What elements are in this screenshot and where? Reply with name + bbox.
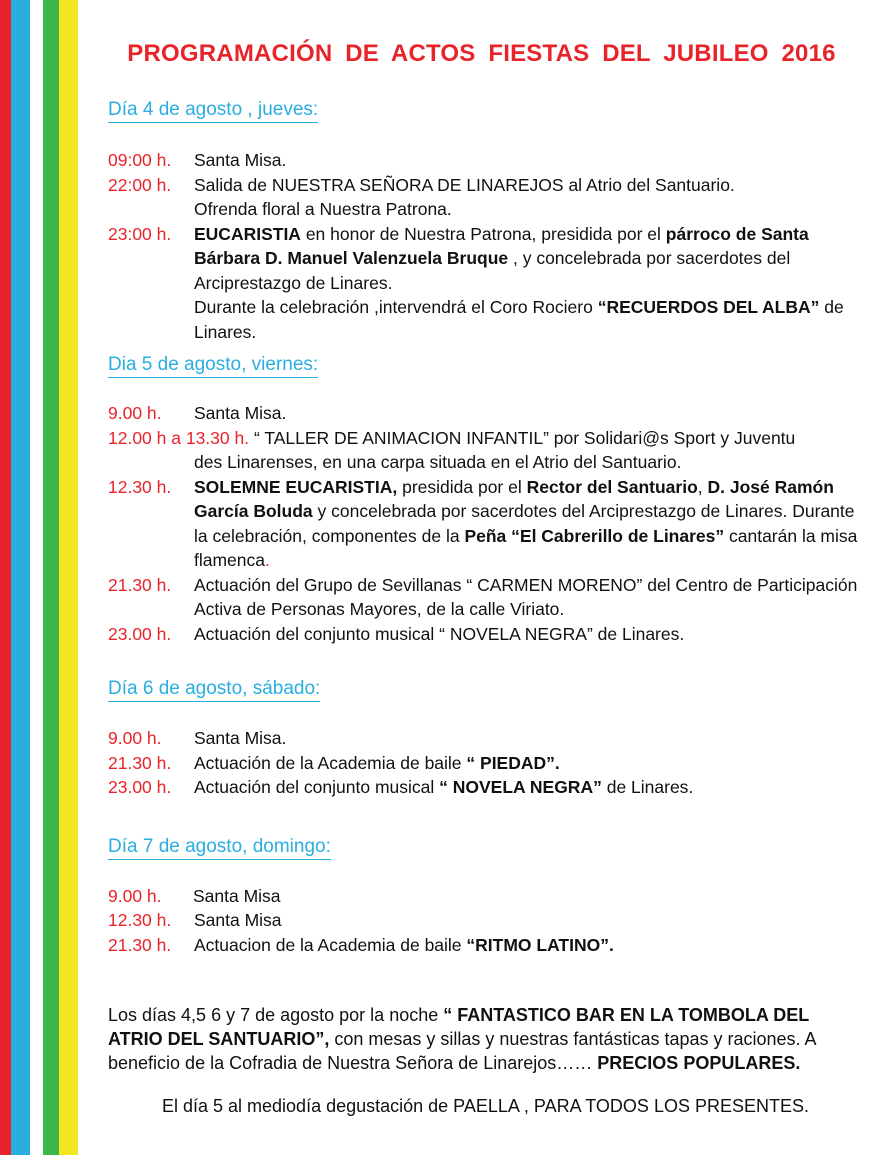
text-span: Actuacion de la Academia de baile bbox=[194, 934, 467, 955]
event-row bbox=[108, 426, 863, 451]
bold-text: “RITMO LATINO”. bbox=[466, 934, 614, 955]
text-span: con mesas y sillas y nuestras fantásticas tapas y raciones. A beneficio de la Cofradia de Nuestra Señora de Linarejos…… bbox=[108, 1029, 816, 1073]
event-continuation: Ofrenda floral a Nuestra Patrona. bbox=[194, 199, 452, 219]
bold-text: SOLEMNE EUCARISTIA, bbox=[194, 476, 398, 497]
event-time: 12.30 h. bbox=[108, 476, 172, 497]
event-row bbox=[108, 173, 863, 198]
day-section bbox=[108, 834, 863, 860]
event-text bbox=[194, 775, 863, 800]
event-text bbox=[194, 475, 863, 573]
bold-text: “RECUERDOS DEL ALBA” bbox=[597, 297, 820, 317]
event-row bbox=[108, 573, 863, 622]
event-time: 21.30 h. bbox=[108, 574, 172, 595]
event-text: Santa Misa. bbox=[194, 150, 287, 170]
text-span: en honor de Nuestra Patrona, presidida por el bbox=[300, 223, 666, 244]
stripe-green bbox=[43, 0, 59, 1155]
event-row bbox=[108, 751, 863, 776]
event-text: Salida de NUESTRA SEÑORA DE LINAREJOS al Atrio del Santuario. bbox=[194, 174, 735, 195]
event-row bbox=[108, 148, 863, 173]
text-span: y concelebrada por sacerdotes del Arciprestazgo de Linares. Durante la celebración, componentes de la bbox=[194, 501, 855, 546]
program-content bbox=[108, 97, 863, 1118]
event-row bbox=[108, 401, 863, 426]
bold-text: párroco de Santa Bárbara D. Manuel Valenzuela Bruque bbox=[194, 223, 809, 268]
text-span: , y concelebrada por sacerdotes del Arciprestazgo de Linares. bbox=[194, 248, 791, 293]
event-time: 9.00 h. bbox=[108, 885, 162, 906]
event-time: 22:00 h. bbox=[108, 174, 172, 195]
text-span: Actuación del conjunto musical bbox=[194, 777, 440, 797]
bold-text: “ PIEDAD”. bbox=[466, 752, 560, 773]
event-continuation: des Linarenses, en una carpa situada en el Atrio del Santuario. bbox=[194, 452, 682, 472]
event-row bbox=[108, 222, 863, 345]
event-time: 21.30 h. bbox=[108, 752, 172, 773]
event-row bbox=[108, 726, 863, 751]
page-title: PROGRAMACIÓN DE ACTOS FIESTAS DEL JUBILEO 2016 bbox=[127, 40, 836, 67]
event-time: 12.30 h. bbox=[108, 910, 172, 930]
event-text: Actuación del conjunto musical “ NOVELA NEGRA” de Linares. bbox=[194, 623, 685, 644]
day-heading: Día 4 de agosto , jueves: bbox=[108, 99, 318, 123]
event-text: Santa Misa. bbox=[194, 403, 287, 423]
event-text: “ TALLER DE ANIMACION INFANTIL” por Solidari@s Sport y Juventu bbox=[249, 427, 796, 448]
bold-text: “ FANTASTICO BAR EN LA TOMBOLA DEL ATRIO DEL SANTUARIO”, bbox=[108, 1005, 809, 1049]
event-time: 9.00 h. bbox=[108, 403, 162, 423]
text-span: Actuación de la Academia de baile bbox=[194, 752, 467, 773]
event-row bbox=[108, 884, 863, 909]
bold-text: “ NOVELA NEGRA” bbox=[439, 777, 602, 797]
day-section bbox=[108, 676, 863, 702]
event-time: 23:00 h. bbox=[108, 223, 172, 244]
rainbow-stripes bbox=[0, 0, 78, 1155]
event-text: Actuación del Grupo de Sevillanas “ CARMEN MORENO” del Centro de Participación Activa de Personas Mayores, de la calle Viriato. bbox=[194, 574, 858, 619]
text-span: Durante la celebración ,intervendrá el Coro Rociero bbox=[194, 297, 598, 317]
event-text: Santa Misa. bbox=[194, 728, 287, 748]
event-text bbox=[194, 751, 863, 776]
bold-text: EUCARISTIA bbox=[194, 223, 301, 244]
text-span: . bbox=[265, 550, 270, 570]
text-span: Los días 4,5 6 y 7 de agosto por la noche bbox=[108, 1005, 444, 1025]
footer-note: El día 5 al mediodía degustación de PAELLA , PARA TODOS LOS PRESENTES. bbox=[161, 1096, 809, 1116]
stripe-white bbox=[30, 0, 43, 1155]
text-span: de Linares. bbox=[194, 297, 844, 342]
bold-text: Peña “El Cabrerillo de Linares” bbox=[464, 525, 725, 546]
bold-text: Rector del Santuario bbox=[526, 476, 698, 497]
text-span: cantarán la misa flamenca bbox=[194, 525, 858, 570]
day-heading: Día 6 de agosto, sábado: bbox=[108, 678, 320, 702]
event-row bbox=[108, 775, 863, 800]
event-time: 9.00 h. bbox=[108, 728, 162, 748]
text-span: presidida por el bbox=[397, 476, 527, 497]
event-text: Santa Misa bbox=[193, 885, 281, 906]
bold-text: D. José Ramón García Boluda bbox=[194, 476, 834, 521]
event-time: 23.00 h. bbox=[108, 623, 172, 644]
event-row bbox=[108, 933, 863, 958]
day-heading: Día 7 de agosto, domingo: bbox=[108, 836, 331, 860]
stripe-blue bbox=[11, 0, 30, 1155]
event-text bbox=[194, 933, 863, 958]
stripe-red bbox=[0, 0, 11, 1155]
event-text bbox=[194, 222, 863, 345]
notice-paragraph bbox=[108, 1003, 863, 1075]
day-section bbox=[108, 352, 863, 378]
event-time: 09:00 h. bbox=[108, 150, 172, 170]
day-heading: Dia 5 de agosto, viernes: bbox=[108, 354, 318, 378]
text-span: de Linares. bbox=[601, 777, 694, 797]
event-time: 21.30 h. bbox=[108, 934, 172, 955]
bold-text: PRECIOS POPULARES. bbox=[597, 1053, 801, 1073]
event-row bbox=[108, 908, 863, 933]
event-time: 23.00 h. bbox=[108, 777, 172, 797]
day-section bbox=[108, 97, 863, 123]
event-row bbox=[108, 622, 863, 647]
event-row bbox=[108, 475, 863, 573]
event-text: Santa Misa bbox=[194, 910, 282, 930]
text-span: , bbox=[697, 476, 708, 497]
stripe-yellow bbox=[59, 0, 78, 1155]
event-time: 12.00 h a 13.30 h. bbox=[108, 427, 250, 448]
